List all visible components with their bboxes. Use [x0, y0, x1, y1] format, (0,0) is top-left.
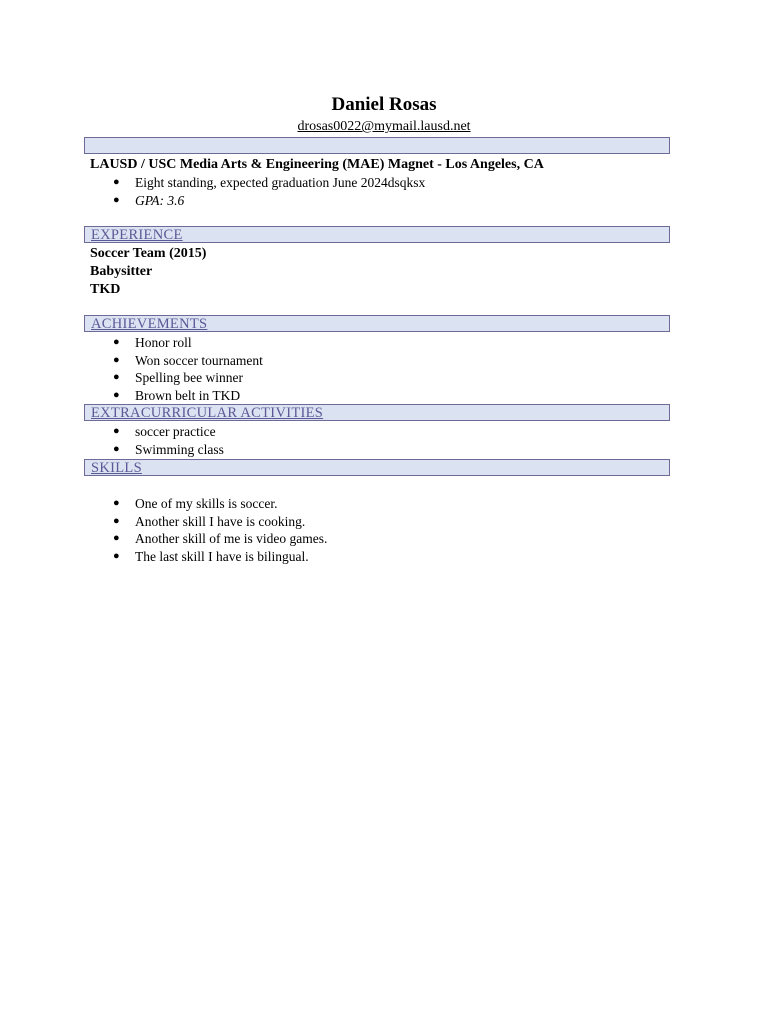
list-item-text: Eight standing, expected graduation June 2024dsqksx — [135, 175, 426, 190]
bullet-icon: ● — [113, 514, 120, 527]
experience-entry: Babysitter — [90, 264, 153, 279]
bullet-icon: ● — [113, 425, 120, 437]
bullet-icon: ● — [113, 549, 120, 562]
education-section-bar — [84, 137, 670, 154]
contact-email[interactable]: drosas0022@mymail.lausd.net — [297, 119, 471, 134]
list-item-text: Honor roll — [135, 335, 192, 350]
list-item-text: soccer practice — [135, 424, 216, 439]
achievements-heading: ACHIEVEMENTS — [91, 316, 208, 332]
bullet-icon: ● — [113, 353, 120, 366]
extracurricular-section-bar — [84, 404, 670, 421]
achievements-section-bar — [84, 315, 670, 332]
bullet-icon: ● — [113, 176, 120, 188]
extracurricular-heading: EXTRACURRICULAR ACTIVITIES — [91, 405, 324, 421]
experience-section-bar — [84, 226, 670, 243]
bullet-icon: ● — [113, 532, 120, 544]
experience-entry: Soccer Team (2015) — [90, 246, 207, 261]
list-item-text: One of my skills is soccer. — [135, 496, 278, 511]
list-item-text: Another skill I have is cooking. — [135, 513, 306, 529]
skills-section-bar — [84, 459, 670, 476]
bullet-icon: ● — [113, 371, 120, 383]
bullet-icon: ● — [113, 388, 120, 401]
gpa-text: GPA: 3.6 — [135, 192, 185, 208]
experience-entry: TKD — [90, 282, 121, 297]
resume-name: Daniel Rosas — [331, 94, 437, 115]
bullet-icon: ● — [113, 336, 120, 348]
list-item-text: Another skill of me is video games. — [135, 531, 328, 546]
bullet-icon: ● — [113, 442, 120, 455]
experience-heading: EXPERIENCE — [91, 227, 183, 243]
list-item-text: Won soccer tournament — [135, 352, 263, 368]
skills-heading: SKILLS — [91, 460, 142, 476]
list-item-text: Brown belt in TKD — [135, 387, 241, 403]
school-name: LAUSD / USC Media Arts & Engineering (MAE) Magnet - Los Angeles, CA — [90, 157, 544, 172]
bullet-icon: ● — [113, 497, 120, 509]
list-item-text: Spelling bee winner — [135, 370, 243, 385]
list-item-text: The last skill I have is bilingual. — [135, 548, 309, 564]
bullet-icon: ● — [113, 193, 120, 206]
list-item-text: Swimming class — [135, 441, 224, 457]
